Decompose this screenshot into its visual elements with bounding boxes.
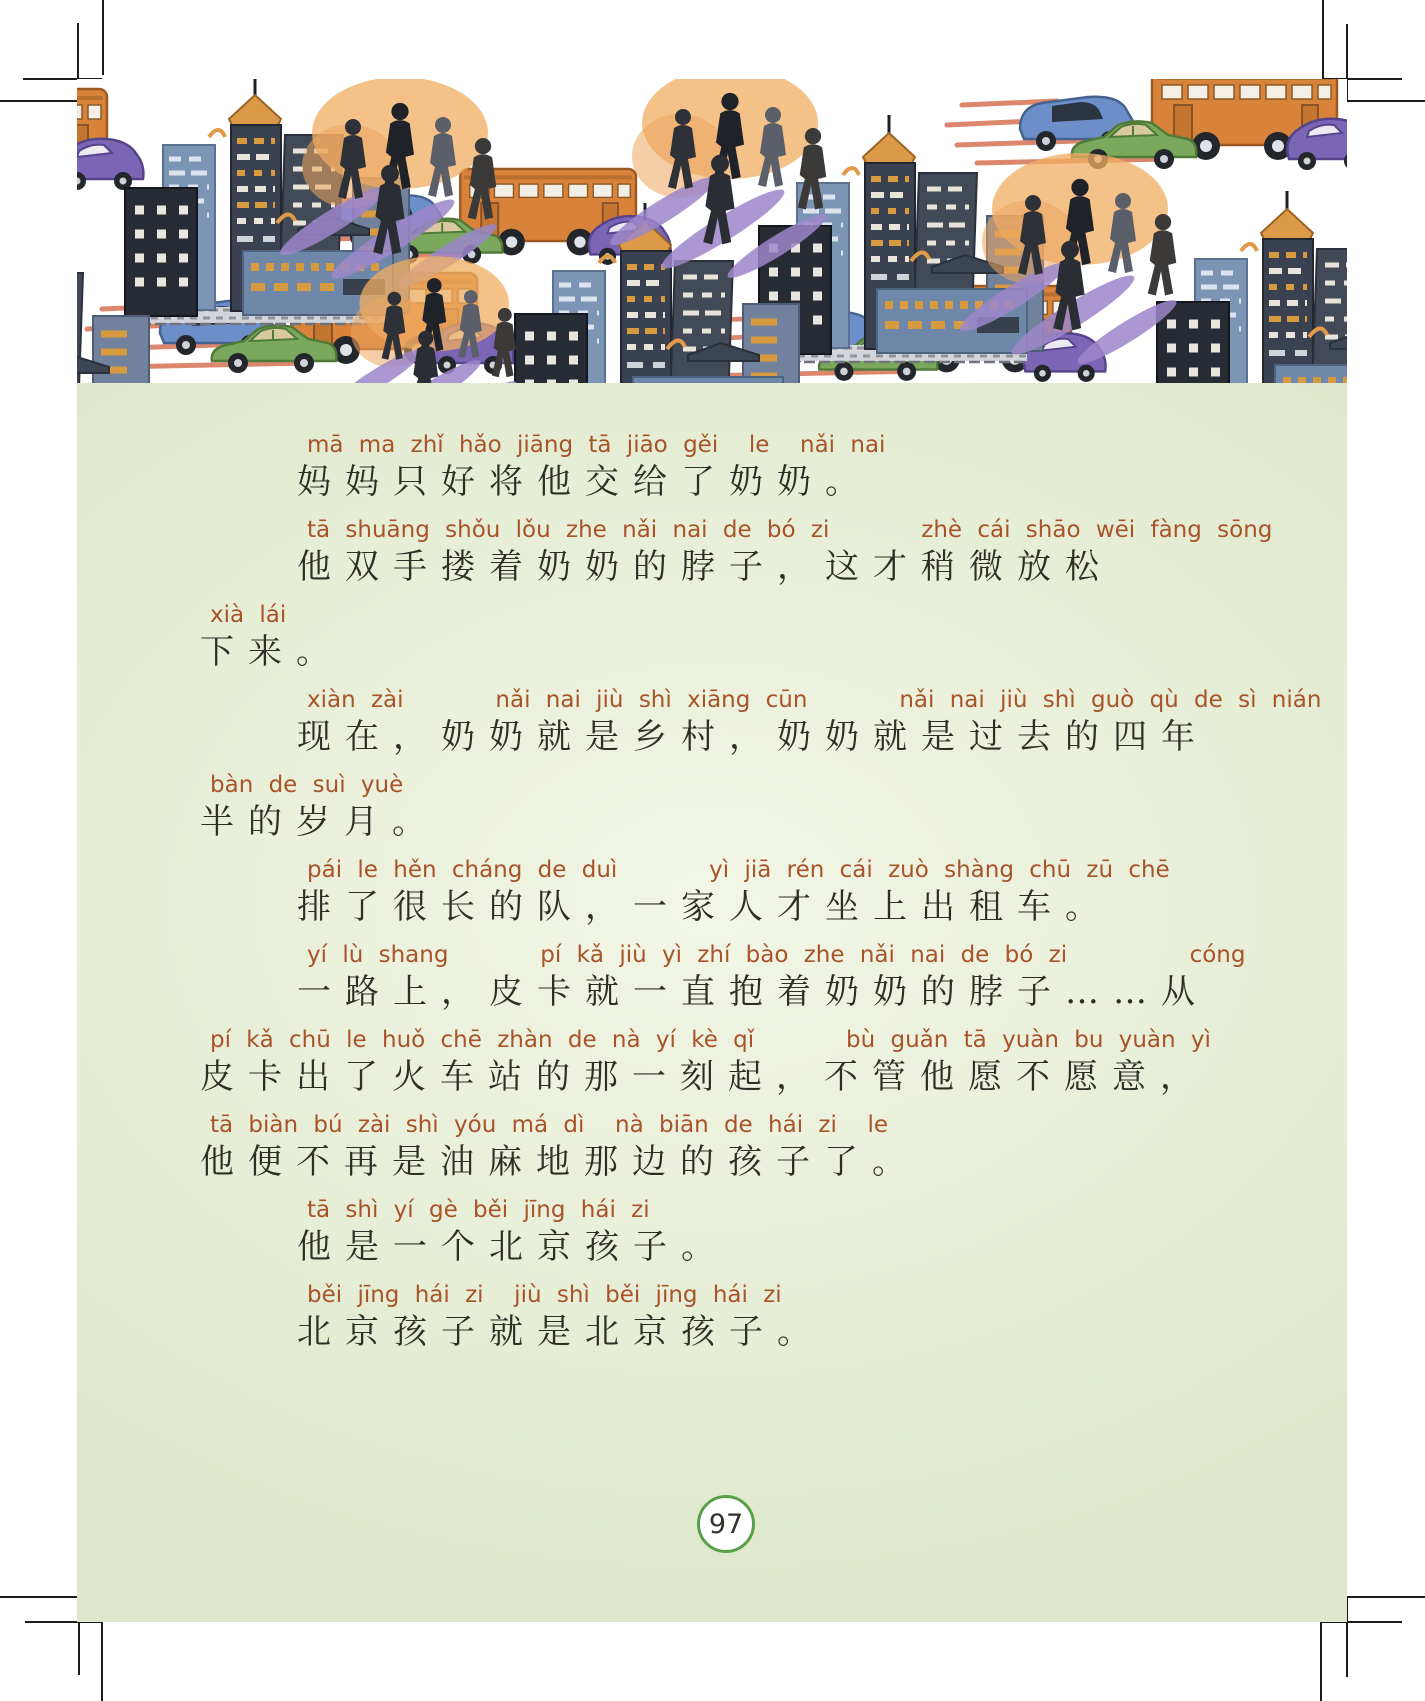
text-line [200,856,1287,930]
page-number-badge [697,1495,755,1553]
text-line [200,1281,1287,1355]
pinyin-line: tā biàn bú zài shì yóu má dì nà biān de hái zi le [210,1112,889,1138]
hanzi-line: 北京孩子就是北京孩子。 [297,1312,825,1352]
hanzi-line: 皮卡出了火车站的那一刻起，不管他愿不愿意， [200,1057,1208,1097]
crop-mark [0,1596,79,1598]
page-number: 97 [708,1508,744,1540]
hanzi-line: 半的岁月。 [200,802,440,842]
text-line [200,601,1287,675]
pinyin-line: yí lù shang pí kǎ jiù yì zhí bào zhe nǎi nai de bó zi cóng [307,942,1246,968]
crop-mark [0,100,78,102]
text-line [200,686,1322,760]
hanzi-line: 他便不再是油麻地那边的孩子了。 [200,1142,920,1182]
pinyin-line: běi jīng hái zi jiù shì běi jīng hái zi [307,1282,782,1308]
hanzi-line: 一路上，皮卡就一直抱着奶奶的脖子……从 [297,972,1209,1012]
pinyin-line: xiàn zài nǎi nai jiù shì xiāng cūn nǎi nai jiù shì guò qù de sì nián [307,687,1322,713]
pinyin-line: mā ma zhǐ hǎo jiāng tā jiāo gěi le nǎi nai [307,432,886,458]
lesson-text [77,431,1347,1366]
pinyin-line: xià lái [210,602,287,628]
crop-mark [1346,1596,1425,1598]
book-page [77,0,1347,1701]
text-line [200,516,1287,590]
header-illustration-band [77,79,1347,383]
pinyin-line: tā shì yí gè běi jīng hái zi [307,1197,650,1223]
text-line [200,1111,1287,1185]
hanzi-line: 他双手搂着奶奶的脖子，这才稍微放松 [297,547,1113,587]
hanzi-line: 现在，奶奶就是乡村，奶奶就是过去的四年 [297,717,1209,757]
text-line [200,941,1287,1015]
hanzi-line: 下来。 [200,632,344,672]
pinyin-line: pái le hěn cháng de duì yì jiā rén cái zuò shàng chū zū chē [307,857,1170,883]
text-line [200,1196,1287,1270]
text-line [200,771,1287,845]
pinyin-line: tā shuāng shǒu lǒu zhe nǎi nai de bó zi zhè cái shāo wēi fàng sōng [307,517,1273,543]
hanzi-line: 妈妈只好将他交给了奶奶。 [297,462,873,502]
pinyin-line: bàn de suì yuè [210,772,404,798]
hanzi-line: 排了很长的队，一家人才坐上出租车。 [297,887,1113,927]
text-line [200,431,1287,505]
crop-mark [1346,100,1425,102]
hanzi-line: 他是一个北京孩子。 [297,1227,729,1267]
pinyin-line: pí kǎ chū le huǒ chē zhàn de nà yí kè qǐ bù guǎn tā yuàn bu yuàn yì [210,1027,1211,1053]
city-pattern-illustration [77,79,1347,383]
lesson-content-area [77,383,1347,1622]
text-line [200,1026,1287,1100]
